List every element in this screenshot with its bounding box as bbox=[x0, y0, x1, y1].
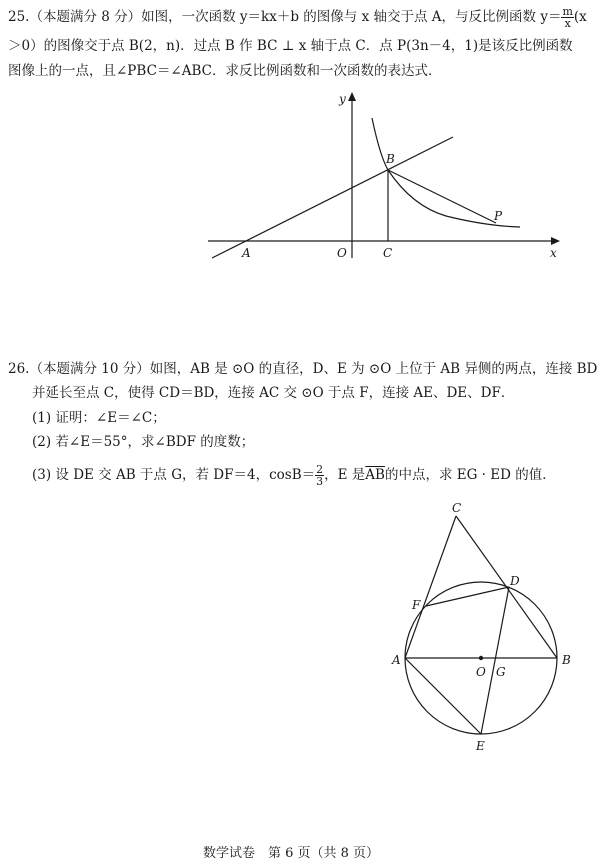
center-point-O bbox=[479, 656, 483, 660]
q26-part1: (1) 证明：∠E＝∠C； bbox=[32, 410, 166, 426]
q25-line3: 图像上的一点，且∠PBC＝∠ABC．求反比例函数和一次函数的表达式． bbox=[8, 63, 442, 79]
q26-part3-text-c: 的中点，求 EG · ED 的值． bbox=[384, 467, 556, 483]
q25-line2: ＞0）的图像交于点 B(2，n)．过点 B 作 BC ⊥ x 轴于点 C．点 P(3n－4，1)是该反比例函数 bbox=[8, 38, 573, 54]
label-P: P bbox=[494, 209, 503, 223]
label-O: O bbox=[476, 665, 486, 679]
q26-line2: 并延长至点 C，使得 CD＝BD，连接 AC 交 ⊙O 于点 F，连接 AE、DE、DF． bbox=[32, 385, 515, 401]
segment-AC bbox=[405, 516, 456, 658]
label-O: O bbox=[337, 246, 347, 260]
q26-part3-arc: $\overline{AB}$ bbox=[365, 467, 385, 483]
q26-part2: (2) 若∠E＝55°，求∠BDF 的度数； bbox=[32, 434, 255, 450]
label-B: B bbox=[386, 152, 395, 166]
q26-part3-text-b: ，E 是 bbox=[324, 467, 366, 483]
label-F: F bbox=[412, 598, 421, 612]
q26-line1: 26.（本题满分 10 分）如图，AB 是 ⊙O 的直径，D、E 为 ⊙O 上位于 AB 异侧的两点，连接 BD bbox=[8, 361, 597, 377]
label-C: C bbox=[383, 246, 393, 260]
label-E: E bbox=[476, 739, 485, 753]
label-G: G bbox=[496, 665, 506, 679]
label-A: A bbox=[242, 246, 251, 260]
segment-DE bbox=[481, 587, 509, 734]
label-D: D bbox=[510, 574, 520, 588]
label-x: x bbox=[550, 246, 557, 260]
q25-fraction-denominator: x bbox=[564, 17, 571, 30]
q25-fraction-numerator: m bbox=[562, 5, 573, 18]
q26-part3-fraction-denominator: 3 bbox=[316, 475, 324, 488]
page-footer: 数学试卷 第 6 页（共 8 页） bbox=[202, 846, 380, 861]
label-C: C bbox=[452, 501, 462, 515]
label-A: A bbox=[392, 653, 401, 667]
q26-part3-text-a: (3) 设 DE 交 AB 于点 G，若 DF＝4，cosB＝ bbox=[32, 467, 316, 483]
q25-line1-tail: (x bbox=[573, 9, 587, 25]
segment-AE bbox=[405, 658, 481, 734]
q25-line1-text: 25.（本题满分 8 分）如图，一次函数 y＝kx＋b 的图像与 x 轴交于点 A，与反比例函数 y＝ bbox=[8, 9, 562, 25]
label-y: y bbox=[339, 92, 346, 106]
label-B: B bbox=[562, 653, 571, 667]
segment-FD bbox=[426, 587, 509, 606]
q26-part3-fraction-numerator: 2 bbox=[316, 463, 324, 476]
